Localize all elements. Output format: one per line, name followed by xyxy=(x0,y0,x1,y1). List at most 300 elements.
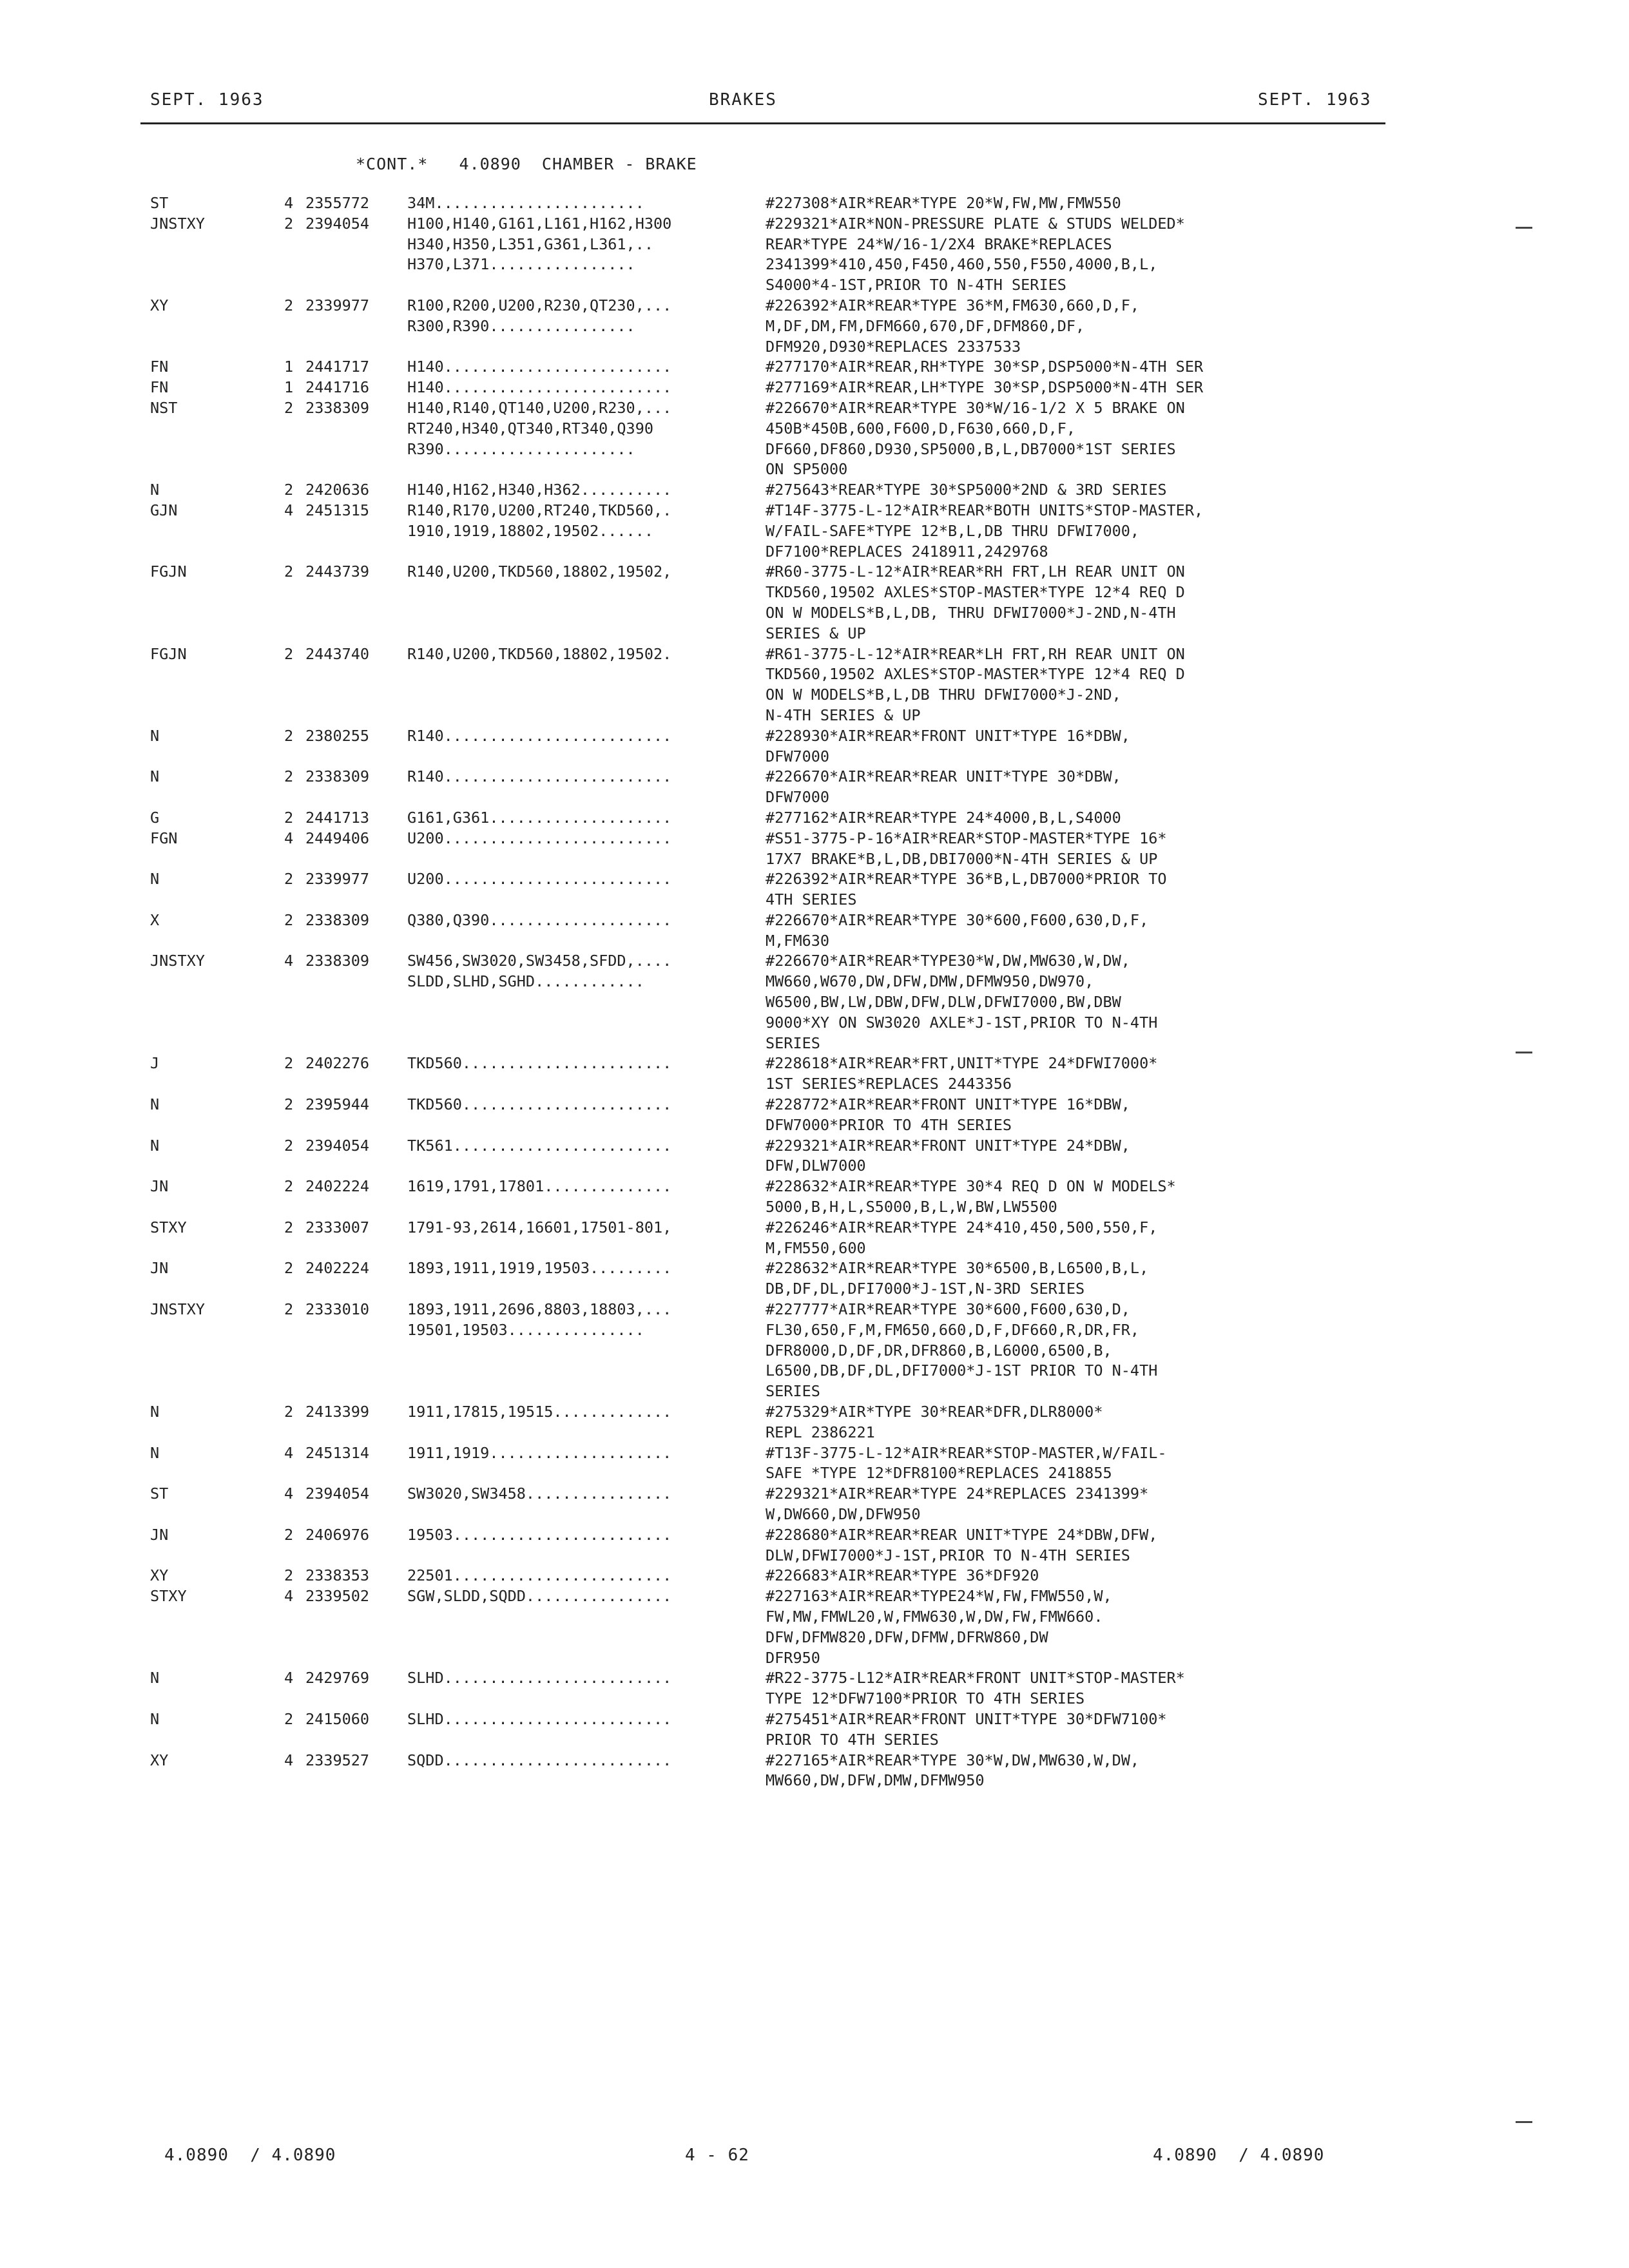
description-line: MW660,W670,DW,DFW,DMW,DFMW950,DW970, xyxy=(766,972,1094,991)
part-description xyxy=(766,951,1157,1053)
model-line: 1893,1911,2696,8803,18803,... xyxy=(407,1300,672,1319)
part-row xyxy=(0,1525,1629,1566)
applicability-code: JN xyxy=(150,1177,169,1196)
part-description xyxy=(766,644,1185,726)
part-description xyxy=(766,808,1121,829)
description-line: ON SP5000 xyxy=(766,460,848,479)
quantity: 2 xyxy=(284,398,294,417)
part-number: 2333010 xyxy=(305,1300,370,1319)
model-list xyxy=(407,1177,671,1197)
part-number: 2339977 xyxy=(305,870,370,889)
model-line: U200......................... xyxy=(407,870,672,889)
applicability-code: XY xyxy=(150,1566,169,1585)
description-line: #S51-3775-P-16*AIR*REAR*STOP-MASTER*TYPE 16* xyxy=(766,829,1167,847)
part-row xyxy=(0,767,1629,808)
quantity: 4 xyxy=(284,1751,294,1769)
footer-range-left: 4.0890 / 4.0890 xyxy=(164,2146,336,2165)
part-row xyxy=(0,214,1629,296)
part-number: 2338309 xyxy=(305,952,370,970)
model-line: 19501,19503............... xyxy=(407,1320,644,1339)
part-description xyxy=(766,501,1203,562)
description-line: TKD560,19502 AXLES*STOP-MASTER*TYPE 12*4 REQ D xyxy=(766,665,1185,684)
model-line: R140......................... xyxy=(407,767,672,786)
part-description xyxy=(766,1709,1167,1751)
model-line: 1911,1919.................... xyxy=(407,1443,672,1462)
part-number: 2413399 xyxy=(305,1403,370,1421)
part-row xyxy=(0,1586,1629,1668)
description-line: #228930*AIR*REAR*FRONT UNIT*TYPE 16*DBW, xyxy=(766,726,1130,745)
applicability-code: JNSTXY xyxy=(150,1300,205,1319)
part-description xyxy=(766,1443,1167,1485)
model-list xyxy=(407,1053,671,1074)
model-line: SLHD......................... xyxy=(407,1669,672,1687)
quantity: 2 xyxy=(284,296,294,314)
header-date-left: SEPT. 1963 xyxy=(150,90,264,110)
header-date-right: SEPT. 1963 xyxy=(1258,90,1372,110)
part-row xyxy=(0,1402,1629,1443)
description-line: DB,DF,DL,DFI7000*J-1ST,N-3RD SERIES xyxy=(766,1280,1085,1298)
quantity: 2 xyxy=(284,644,294,663)
applicability-code: FGJN xyxy=(150,562,187,581)
model-line: TKD560....................... xyxy=(407,1095,672,1114)
model-line: 34M....................... xyxy=(407,194,644,212)
part-description xyxy=(766,378,1203,398)
quantity: 4 xyxy=(284,1669,294,1687)
quantity: 2 xyxy=(284,808,294,827)
model-list xyxy=(407,1136,671,1157)
description-line: #275329*AIR*TYPE 30*REAR*DFR,DLR8000* xyxy=(766,1403,1103,1421)
model-list xyxy=(407,480,671,501)
model-list xyxy=(407,1095,671,1115)
quantity: 2 xyxy=(284,1300,294,1319)
description-line: #227308*AIR*REAR*TYPE 20*W,FW,MW,FMW550 xyxy=(766,194,1121,212)
model-list xyxy=(407,357,671,378)
applicability-code: G xyxy=(150,808,160,827)
applicability-code: NST xyxy=(150,398,178,417)
applicability-code: N xyxy=(150,1443,160,1462)
description-line: #228632*AIR*REAR*TYPE 30*4 REQ D ON W MODELS* xyxy=(766,1177,1176,1196)
quantity: 4 xyxy=(284,501,294,519)
description-line: #229321*AIR*REAR*TYPE 24*REPLACES 2341399* xyxy=(766,1485,1149,1503)
part-description xyxy=(766,1566,1039,1586)
description-line: 17X7 BRAKE*B,L,DB,DBI7000*N-4TH SERIES & UP xyxy=(766,849,1158,868)
quantity: 2 xyxy=(284,1177,294,1196)
model-line: R140,U200,TKD560,18802,19502. xyxy=(407,644,672,663)
part-row xyxy=(0,398,1629,480)
quantity: 2 xyxy=(284,1054,294,1073)
part-row xyxy=(0,1751,1629,1792)
part-number: 2443739 xyxy=(305,562,370,581)
part-description xyxy=(766,910,1148,952)
model-list xyxy=(407,1586,671,1607)
description-line: M,FM630 xyxy=(766,931,830,950)
description-line: ON W MODELS*B,L,DB THRU DFWI7000*J-2ND, xyxy=(766,686,1121,704)
part-number: 2338353 xyxy=(305,1566,370,1585)
part-description xyxy=(766,869,1167,910)
quantity: 2 xyxy=(284,1259,294,1278)
model-list xyxy=(407,296,671,337)
model-list xyxy=(407,1218,671,1238)
model-list xyxy=(407,808,671,829)
quantity: 2 xyxy=(284,1095,294,1114)
footer-range-right: 4.0890 / 4.0890 xyxy=(1153,2146,1325,2165)
quantity: 4 xyxy=(284,829,294,847)
model-list xyxy=(407,869,671,890)
model-line: 1791-93,2614,16601,17501-801, xyxy=(407,1218,672,1236)
applicability-code: JN xyxy=(150,1525,169,1544)
model-line: TKD560....................... xyxy=(407,1054,672,1073)
description-line: W,DW660,DW,DFW950 xyxy=(766,1505,921,1524)
description-line: #226670*AIR*REAR*TYPE30*W,DW,MW630,W,DW, xyxy=(766,952,1130,970)
quantity: 2 xyxy=(284,910,294,929)
applicability-code: ST xyxy=(150,1485,169,1503)
part-description xyxy=(766,1177,1176,1218)
model-line: SLHD......................... xyxy=(407,1710,672,1728)
part-number: 2443740 xyxy=(305,644,370,663)
model-line: SQDD......................... xyxy=(407,1751,672,1769)
description-line: TYPE 12*DFW7100*PRIOR TO 4TH SERIES xyxy=(766,1689,1085,1708)
model-line: R300,R390................ xyxy=(407,316,635,335)
applicability-code: JNSTXY xyxy=(150,952,205,970)
quantity: 2 xyxy=(284,870,294,889)
part-row xyxy=(0,1177,1629,1218)
model-list xyxy=(407,1258,671,1279)
applicability-code: STXY xyxy=(150,1218,187,1236)
part-row xyxy=(0,869,1629,910)
description-line: DFW,DLW7000 xyxy=(766,1157,866,1175)
part-number: 2402224 xyxy=(305,1259,370,1278)
model-list xyxy=(407,1751,671,1771)
description-line: FL30,650,F,M,FM650,660,D,F,DF660,R,DR,FR, xyxy=(766,1320,1140,1339)
description-line: SAFE *TYPE 12*DFR8100*REPLACES 2418855 xyxy=(766,1464,1112,1483)
model-line: Q380,Q390.................... xyxy=(407,910,672,929)
model-line: H100,H140,G161,L161,H162,H300 xyxy=(407,214,672,233)
description-line: DLW,DFWI7000*J-1ST,PRIOR TO N-4TH SERIES xyxy=(766,1546,1130,1564)
description-line: S4000*4-1ST,PRIOR TO N-4TH SERIES xyxy=(766,276,1066,294)
model-list xyxy=(407,1300,671,1341)
model-list xyxy=(407,1566,671,1586)
description-line: #229321*AIR*REAR*FRONT UNIT*TYPE 24*DBW, xyxy=(766,1136,1130,1155)
model-line: SW3020,SW3458................ xyxy=(407,1485,672,1503)
applicability-code: N xyxy=(150,1403,160,1421)
part-row xyxy=(0,829,1629,870)
quantity: 1 xyxy=(284,378,294,397)
description-line: #226246*AIR*REAR*TYPE 24*410,450,500,550,F, xyxy=(766,1218,1158,1236)
description-line: #228618*AIR*REAR*FRT,UNIT*TYPE 24*DFWI7000* xyxy=(766,1054,1158,1073)
margin-tick-mark xyxy=(1516,227,1532,229)
description-line: #226670*AIR*REAR*TYPE 30*600,F600,630,D,F, xyxy=(766,910,1149,929)
description-line: #T14F-3775-L-12*AIR*REAR*BOTH UNITS*STOP-MASTER, xyxy=(766,501,1204,519)
model-line: U200......................... xyxy=(407,829,672,847)
part-number: 2441713 xyxy=(305,808,370,827)
quantity: 2 xyxy=(284,1136,294,1155)
model-line: RT240,H340,QT340,RT340,Q390 xyxy=(407,419,654,437)
model-line: SGW,SLDD,SQDD................ xyxy=(407,1587,672,1606)
description-line: #228680*AIR*REAR*REAR UNIT*TYPE 24*DBW,DFW, xyxy=(766,1525,1158,1544)
applicability-code: N xyxy=(150,767,160,786)
description-line: #R61-3775-L-12*AIR*REAR*LH FRT,RH REAR UNIT ON xyxy=(766,644,1185,663)
description-line: REPL 2386221 xyxy=(766,1423,875,1441)
description-line: SERIES xyxy=(766,1382,820,1401)
description-line: DFW,DFMW820,DFW,DFMW,DFRW860,DW xyxy=(766,1628,1048,1646)
quantity: 4 xyxy=(284,1587,294,1606)
part-description xyxy=(766,562,1185,644)
part-number: 2406976 xyxy=(305,1525,370,1544)
part-row xyxy=(0,951,1629,1053)
part-number: 2339527 xyxy=(305,1751,370,1769)
model-line: R140,U200,TKD560,18802,19502, xyxy=(407,562,672,581)
description-line: #R22-3775-L12*AIR*REAR*FRONT UNIT*STOP-MASTER* xyxy=(766,1669,1185,1687)
part-description xyxy=(766,1218,1157,1259)
part-description xyxy=(766,1484,1148,1525)
model-line: R100,R200,U200,R230,QT230,... xyxy=(407,296,672,314)
model-line: R140,R170,U200,RT240,TKD560,. xyxy=(407,501,672,519)
part-row xyxy=(0,378,1629,398)
model-line: 1893,1911,1919,19503......... xyxy=(407,1259,672,1278)
quantity: 2 xyxy=(284,1566,294,1585)
model-line: SW456,SW3020,SW3458,SFDD,.... xyxy=(407,952,672,970)
part-description xyxy=(766,1586,1112,1668)
description-line: 2341399*410,450,F450,460,550,F550,4000,B,L, xyxy=(766,255,1158,274)
applicability-code: JNSTXY xyxy=(150,214,205,233)
description-line: REAR*TYPE 24*W/16-1/2X4 BRAKE*REPLACES xyxy=(766,235,1112,253)
applicability-code: N xyxy=(150,1669,160,1687)
part-description xyxy=(766,1095,1130,1136)
description-line: #226392*AIR*REAR*TYPE 36*M,FM630,660,D,F, xyxy=(766,296,1140,314)
quantity: 4 xyxy=(284,1443,294,1462)
model-list xyxy=(407,214,671,275)
part-number: 2380255 xyxy=(305,726,370,745)
part-row xyxy=(0,1443,1629,1485)
part-row xyxy=(0,1709,1629,1751)
part-row xyxy=(0,644,1629,726)
model-line: H140,H162,H340,H362.......... xyxy=(407,481,672,499)
applicability-code: N xyxy=(150,481,160,499)
part-description xyxy=(766,296,1139,357)
part-number: 2338309 xyxy=(305,398,370,417)
description-line: #275451*AIR*REAR*FRONT UNIT*TYPE 30*DFW7100* xyxy=(766,1710,1167,1728)
applicability-code: GJN xyxy=(150,501,178,519)
section-heading: *CONT.* 4.0890 CHAMBER - BRAKE xyxy=(356,155,697,173)
margin-tick-mark xyxy=(1516,1052,1532,1053)
quantity: 4 xyxy=(284,952,294,970)
model-line: TK561........................ xyxy=(407,1136,672,1155)
description-line: DF7100*REPLACES 2418911,2429768 xyxy=(766,542,1048,561)
model-line: 19503........................ xyxy=(407,1525,672,1544)
description-line: N-4TH SERIES & UP xyxy=(766,706,921,724)
part-row xyxy=(0,1566,1629,1586)
description-line: #228772*AIR*REAR*FRONT UNIT*TYPE 16*DBW, xyxy=(766,1095,1130,1114)
part-description xyxy=(766,829,1167,870)
quantity: 2 xyxy=(284,481,294,499)
applicability-code: N xyxy=(150,1710,160,1728)
description-line: M,FM550,600 xyxy=(766,1238,866,1257)
model-list xyxy=(407,562,671,582)
part-row xyxy=(0,296,1629,357)
model-list xyxy=(407,726,671,747)
part-description xyxy=(766,767,1121,808)
description-line: #275643*REAR*TYPE 30*SP5000*2ND & 3RD SERIES xyxy=(766,481,1167,499)
description-line: 450B*450B,600,F600,D,F630,660,D,F, xyxy=(766,419,1076,437)
description-line: #226683*AIR*REAR*TYPE 36*DF920 xyxy=(766,1566,1039,1585)
part-number: 2449406 xyxy=(305,829,370,847)
part-number: 2451314 xyxy=(305,1443,370,1462)
description-line: PRIOR TO 4TH SERIES xyxy=(766,1730,939,1749)
quantity: 2 xyxy=(284,1710,294,1728)
applicability-code: N xyxy=(150,726,160,745)
model-line: 1910,1919,18802,19502...... xyxy=(407,521,654,540)
description-line: FW,MW,FMWL20,W,FMW630,W,DW,FW,FMW660. xyxy=(766,1608,1103,1626)
description-line: SERIES & UP xyxy=(766,624,866,642)
quantity: 2 xyxy=(284,1218,294,1236)
part-row xyxy=(0,1053,1629,1095)
applicability-code: STXY xyxy=(150,1587,187,1606)
applicability-code: FN xyxy=(150,358,169,376)
model-list xyxy=(407,1402,671,1423)
applicability-code: XY xyxy=(150,1751,169,1769)
part-number: 2355772 xyxy=(305,194,370,212)
description-line: #277169*AIR*REAR,LH*TYPE 30*SP,DSP5000*N-4TH SER xyxy=(766,378,1204,397)
description-line: #227777*AIR*REAR*TYPE 30*600,F600,630,D, xyxy=(766,1300,1130,1319)
description-line: #T13F-3775-L-12*AIR*REAR*STOP-MASTER,W/FAIL- xyxy=(766,1443,1167,1462)
description-line: DFR950 xyxy=(766,1648,820,1667)
part-row xyxy=(0,1484,1629,1525)
part-number: 2339977 xyxy=(305,296,370,314)
part-description xyxy=(766,1300,1157,1402)
quantity: 2 xyxy=(284,726,294,745)
description-line: ON W MODELS*B,L,DB, THRU DFWI7000*J-2ND,N-4TH xyxy=(766,603,1176,622)
applicability-code: XY xyxy=(150,296,169,314)
description-line: DFW7000*PRIOR TO 4TH SERIES xyxy=(766,1115,1012,1134)
part-description xyxy=(766,1751,1139,1792)
model-line: H140......................... xyxy=(407,378,672,397)
description-line: DFM920,D930*REPLACES 2337533 xyxy=(766,337,1021,356)
model-list xyxy=(407,501,671,542)
description-line: TKD560,19502 AXLES*STOP-MASTER*TYPE 12*4 REQ D xyxy=(766,583,1185,602)
description-line: L6500,DB,DF,DL,DFI7000*J-1ST PRIOR TO N-4TH xyxy=(766,1361,1158,1380)
applicability-code: N xyxy=(150,870,160,889)
description-line: #228632*AIR*REAR*TYPE 30*6500,B,L6500,B,L, xyxy=(766,1259,1149,1278)
model-list xyxy=(407,644,671,665)
part-description xyxy=(766,214,1185,296)
applicability-code: N xyxy=(150,1136,160,1155)
model-list xyxy=(407,829,671,849)
description-line: DFW7000 xyxy=(766,747,830,765)
applicability-code: JN xyxy=(150,1259,169,1278)
model-line: 1911,17815,19515............. xyxy=(407,1403,672,1421)
model-list xyxy=(407,398,671,459)
applicability-code: FGJN xyxy=(150,644,187,663)
description-line: W6500,BW,LW,DBW,DFW,DLW,DFWI7000,BW,DBW xyxy=(766,993,1121,1012)
margin-tick-mark xyxy=(1516,2121,1532,2123)
part-number: 2339502 xyxy=(305,1587,370,1606)
model-line: R390..................... xyxy=(407,439,635,458)
model-line: H340,H350,L351,G361,L361,.. xyxy=(407,235,654,253)
description-line: M,DF,DM,FM,DFM660,670,DF,DFM860,DF, xyxy=(766,316,1085,335)
description-line: #229321*AIR*NON-PRESSURE PLATE & STUDS WELDED* xyxy=(766,214,1185,233)
description-line: SERIES xyxy=(766,1033,820,1052)
part-number: 2402224 xyxy=(305,1177,370,1196)
applicability-code: FGN xyxy=(150,829,178,847)
model-line: G161,G361.................... xyxy=(407,808,672,827)
description-line: 1ST SERIES*REPLACES 2443356 xyxy=(766,1075,1012,1093)
part-row xyxy=(0,357,1629,378)
model-list xyxy=(407,951,671,992)
description-line: 5000,B,H,L,S5000,B,L,W,BW,LW5500 xyxy=(766,1198,1057,1216)
part-description xyxy=(766,480,1167,501)
quantity: 2 xyxy=(284,214,294,233)
description-line: W/FAIL-SAFE*TYPE 12*B,L,DB THRU DFWI7000, xyxy=(766,521,1140,540)
footer-page-number: 4 - 62 xyxy=(685,2146,749,2165)
quantity: 4 xyxy=(284,194,294,212)
part-description xyxy=(766,1668,1185,1709)
description-line: 9000*XY ON SW3020 AXLE*J-1ST,PRIOR TO N-4TH xyxy=(766,1013,1158,1032)
part-description xyxy=(766,398,1185,480)
quantity: 1 xyxy=(284,358,294,376)
part-number: 2338309 xyxy=(305,910,370,929)
part-row xyxy=(0,1300,1629,1402)
part-row xyxy=(0,501,1629,562)
model-list xyxy=(407,910,671,931)
model-line: H370,L371................ xyxy=(407,255,635,274)
part-number: 2415060 xyxy=(305,1710,370,1728)
model-list xyxy=(407,1525,671,1546)
model-list xyxy=(407,1484,671,1504)
header-section-title: BRAKES xyxy=(709,90,777,110)
part-description xyxy=(766,1525,1157,1566)
part-number: 2394054 xyxy=(305,1485,370,1503)
quantity: 4 xyxy=(284,1485,294,1503)
applicability-code: X xyxy=(150,910,160,929)
part-row xyxy=(0,808,1629,829)
part-number: 2451315 xyxy=(305,501,370,519)
part-row xyxy=(0,1668,1629,1709)
part-number: 2429769 xyxy=(305,1669,370,1687)
model-line: R140......................... xyxy=(407,726,672,745)
part-description xyxy=(766,1402,1103,1443)
model-line: SLDD,SLHD,SGHD............ xyxy=(407,972,644,991)
applicability-code: FN xyxy=(150,378,169,397)
part-row xyxy=(0,1095,1629,1136)
applicability-code: J xyxy=(150,1054,160,1073)
part-number: 2395944 xyxy=(305,1095,370,1114)
description-line: DF660,DF860,D930,SP5000,B,L,DB7000*1ST SERIES xyxy=(766,439,1176,458)
part-number: 2420636 xyxy=(305,481,370,499)
description-line: 4TH SERIES xyxy=(766,890,857,909)
model-list xyxy=(407,193,644,214)
part-description xyxy=(766,726,1130,767)
parts-list xyxy=(0,193,1629,1791)
part-row xyxy=(0,910,1629,952)
part-row xyxy=(0,480,1629,501)
description-line: MW660,DW,DFW,DMW,DFMW950 xyxy=(766,1771,985,1790)
part-row xyxy=(0,1136,1629,1177)
model-list xyxy=(407,1668,671,1689)
description-line: #226670*AIR*REAR*TYPE 30*W/16-1/2 X 5 BRAKE ON xyxy=(766,398,1185,417)
part-row xyxy=(0,726,1629,767)
part-row xyxy=(0,1218,1629,1259)
model-list xyxy=(407,767,671,787)
description-line: #227163*AIR*REAR*TYPE24*W,FW,FMW550,W, xyxy=(766,1587,1112,1606)
part-row xyxy=(0,1258,1629,1300)
header-rule xyxy=(140,122,1385,124)
quantity: 2 xyxy=(284,562,294,581)
model-line: H140......................... xyxy=(407,358,672,376)
description-line: DFW7000 xyxy=(766,788,830,807)
quantity: 2 xyxy=(284,1403,294,1421)
description-line: #226392*AIR*REAR*TYPE 36*B,L,DB7000*PRIOR TO xyxy=(766,870,1167,889)
model-line: 22501........................ xyxy=(407,1566,672,1585)
